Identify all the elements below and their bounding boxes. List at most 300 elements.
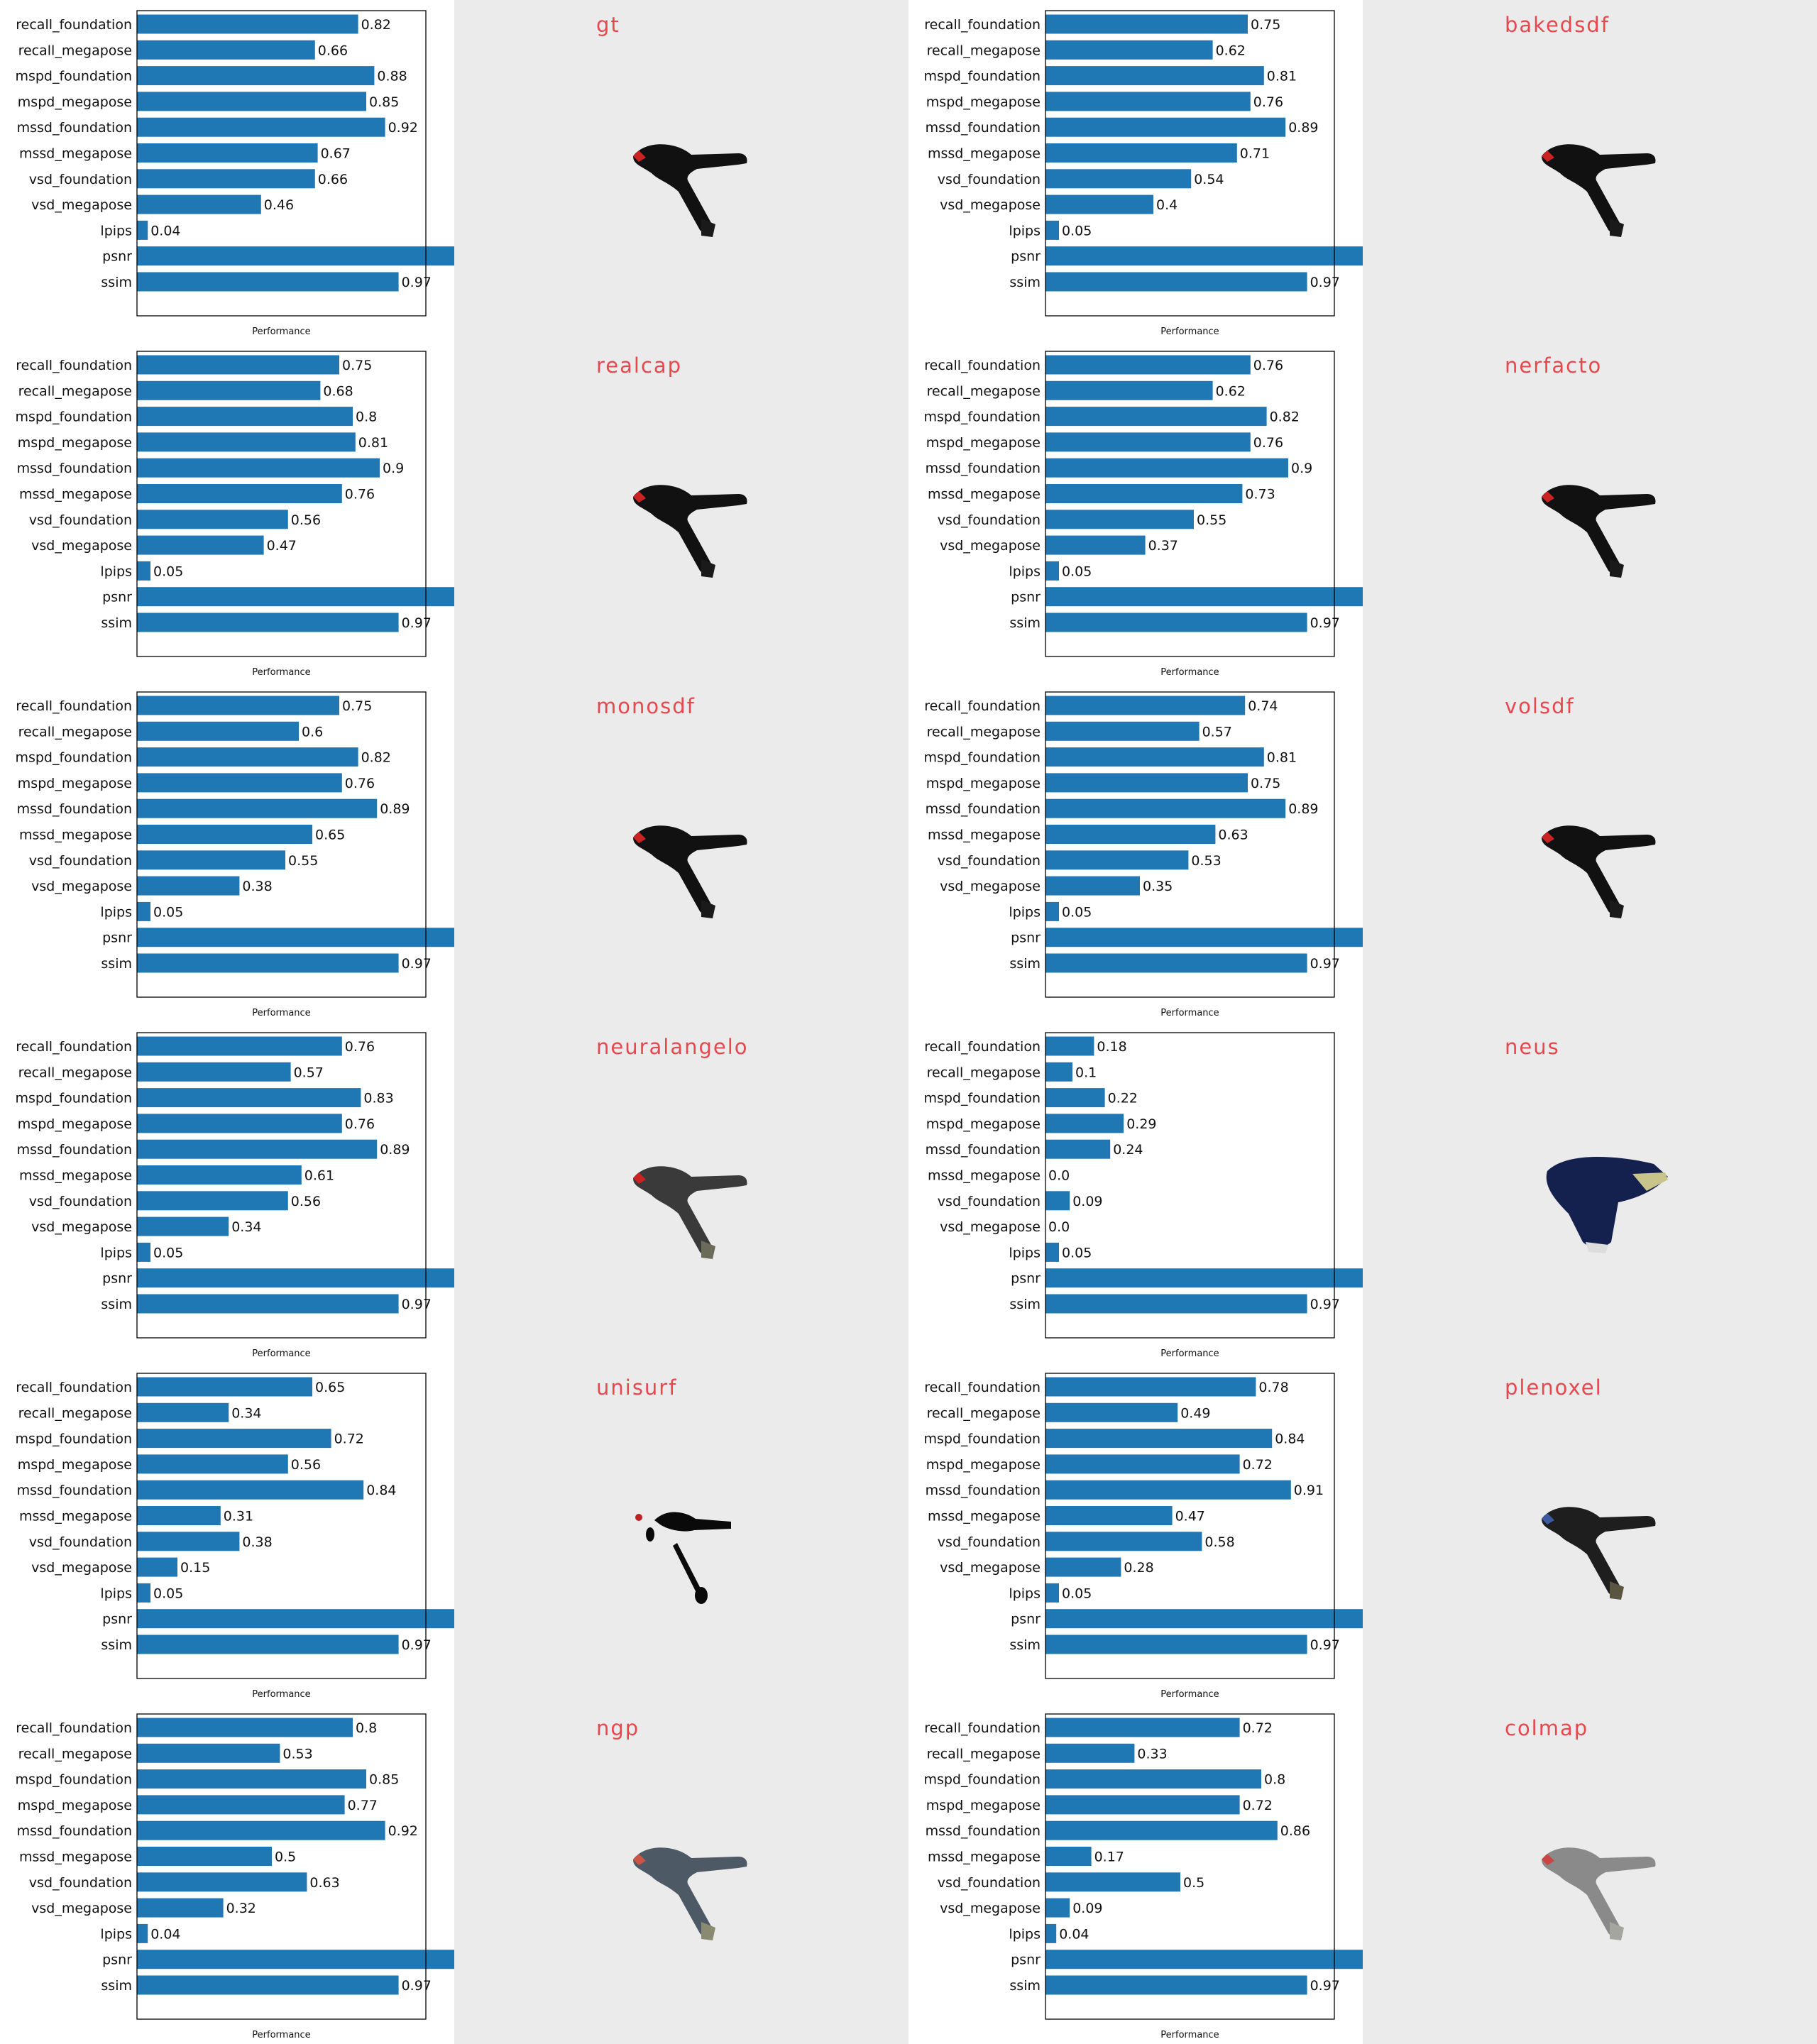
tick-label-mssd_foundation: mssd_foundation xyxy=(925,461,1041,477)
bar-mspd_megapose xyxy=(1045,92,1251,111)
value-label-lpips: 0.05 xyxy=(153,1586,184,1602)
bar-chart-colmap xyxy=(908,1703,1363,2044)
value-label-vsd_megapose: 0.32 xyxy=(226,1901,256,1917)
value-label-recall_megapose: 0.49 xyxy=(1180,1405,1211,1422)
bar-chart-volsdf xyxy=(908,681,1363,1022)
value-label-lpips: 0.04 xyxy=(1059,1926,1089,1943)
bar-vsd_megapose xyxy=(1045,1558,1121,1577)
bar-mspd_megapose xyxy=(1045,1795,1240,1814)
bar-mssd_foundation xyxy=(137,1140,377,1159)
bar-mssd_megapose xyxy=(137,1165,302,1185)
tick-label-mspd_megapose: mspd_megapose xyxy=(926,94,1041,110)
bar-ssim xyxy=(1045,1295,1307,1314)
tick-label-lpips: lpips xyxy=(100,1245,132,1261)
value-label-vsd_megapose: 0.0 xyxy=(1048,1219,1070,1236)
tick-label-mspd_megapose: mspd_megapose xyxy=(17,1116,132,1132)
value-label-lpips: 0.05 xyxy=(1062,1586,1092,1602)
value-label-ssim: 0.97 xyxy=(1310,1978,1340,1994)
bar-psnr xyxy=(1045,928,1363,947)
tick-label-psnr: psnr xyxy=(102,1611,132,1627)
method-title: colmap xyxy=(1505,1716,1589,1740)
value-label-vsd_foundation: 0.56 xyxy=(290,1193,322,1209)
tick-label-vsd_foundation: vsd_foundation xyxy=(28,852,132,869)
x-axis-label: Performance xyxy=(1160,1689,1219,1700)
value-label-mssd_foundation: 0.89 xyxy=(380,801,410,818)
tick-label-vsd_megapose: vsd_megapose xyxy=(31,879,132,895)
value-label-lpips: 0.05 xyxy=(1062,223,1092,239)
bar-vsd_foundation xyxy=(137,850,285,869)
value-label-mspd_megapose: 0.76 xyxy=(1253,434,1284,451)
value-label-mssd_megapose: 0.47 xyxy=(1175,1508,1205,1524)
value-label-mssd_megapose: 0.63 xyxy=(1218,827,1248,843)
bar-recall_foundation xyxy=(1045,15,1248,34)
object-render xyxy=(617,802,802,944)
bar-ssim xyxy=(1045,273,1307,292)
value-label-mspd_foundation: 0.82 xyxy=(1269,409,1300,425)
tick-label-vsd_foundation: vsd_foundation xyxy=(28,512,132,528)
bar-mssd_megapose xyxy=(1045,1847,1092,1866)
bar-mspd_megapose xyxy=(137,1454,288,1473)
value-label-ssim: 0.97 xyxy=(401,1297,432,1312)
tick-label-psnr: psnr xyxy=(102,248,132,265)
value-label-vsd_megapose: 0.38 xyxy=(242,879,273,895)
bar-mssd_megapose xyxy=(1045,825,1215,844)
tick-label-mssd_foundation: mssd_foundation xyxy=(16,1483,132,1499)
bar-recall_megapose xyxy=(137,1062,291,1082)
bar-mspd_foundation xyxy=(137,1769,366,1788)
value-label-ssim: 0.97 xyxy=(401,956,432,972)
value-label-mssd_megapose: 0.65 xyxy=(315,827,346,843)
bar-chart-realcap xyxy=(0,341,454,681)
tick-label-lpips: lpips xyxy=(1009,904,1041,921)
render-panel-neus xyxy=(1363,1022,1817,1363)
value-label-recall_foundation: 0.75 xyxy=(1251,17,1281,33)
bar-ssim xyxy=(1045,613,1307,632)
x-axis-label: Performance xyxy=(1160,667,1219,678)
bar-mspd_foundation xyxy=(1045,1088,1105,1107)
value-label-vsd_megapose: 0.4 xyxy=(1156,197,1178,214)
tick-label-mspd_megapose: mspd_megapose xyxy=(926,1797,1041,1813)
bar-psnr xyxy=(137,246,454,265)
tick-label-psnr: psnr xyxy=(102,1270,132,1287)
value-label-mspd_megapose: 0.56 xyxy=(290,1456,322,1473)
bar-lpips xyxy=(1045,1583,1059,1603)
object-render xyxy=(1526,121,1711,263)
value-label-mspd_foundation: 0.81 xyxy=(1266,68,1297,84)
bar-recall_foundation xyxy=(1045,1378,1256,1397)
tick-label-vsd_foundation: vsd_foundation xyxy=(937,512,1041,528)
value-label-mspd_megapose: 0.75 xyxy=(1251,775,1281,791)
tick-label-recall_foundation: recall_foundation xyxy=(924,698,1041,714)
tick-label-recall_megapose: recall_megapose xyxy=(18,43,132,59)
bar-mspd_megapose xyxy=(137,773,342,792)
tick-label-mssd_foundation: mssd_foundation xyxy=(16,461,132,477)
value-label-recall_megapose: 0.57 xyxy=(293,1065,324,1081)
chart-panel-bakedsdf xyxy=(908,0,1363,341)
bar-mssd_foundation xyxy=(137,458,380,478)
tick-label-mssd_foundation: mssd_foundation xyxy=(925,1142,1041,1158)
bar-psnr xyxy=(137,1268,454,1287)
method-title: neus xyxy=(1505,1035,1560,1059)
tick-label-recall_megapose: recall_megapose xyxy=(926,724,1041,740)
bar-mspd_megapose xyxy=(137,92,366,111)
bar-mspd_foundation xyxy=(1045,407,1267,426)
x-axis-label: Performance xyxy=(252,1689,311,1700)
tick-label-vsd_megapose: vsd_megapose xyxy=(31,1901,132,1917)
chart-panel-volsdf xyxy=(908,681,1363,1022)
bar-mspd_foundation xyxy=(1045,1429,1272,1448)
tick-label-vsd_foundation: vsd_foundation xyxy=(937,852,1041,869)
x-axis-label: Performance xyxy=(252,326,311,337)
method-title: ngp xyxy=(596,1716,640,1740)
tick-label-vsd_megapose: vsd_megapose xyxy=(31,538,132,554)
bar-recall_foundation xyxy=(137,1378,312,1397)
value-label-recall_foundation: 0.76 xyxy=(344,1039,375,1055)
bar-vsd_foundation xyxy=(1045,850,1188,869)
value-label-vsd_megapose: 0.47 xyxy=(266,538,297,554)
bar-lpips xyxy=(137,221,148,240)
tick-label-recall_megapose: recall_megapose xyxy=(926,1746,1041,1762)
tick-label-ssim: ssim xyxy=(1009,1297,1041,1312)
x-axis-label: Performance xyxy=(252,1008,311,1018)
x-axis-label: Performance xyxy=(252,1348,311,1359)
value-label-mssd_foundation: 0.92 xyxy=(388,1823,418,1840)
tick-label-ssim: ssim xyxy=(101,275,132,290)
tick-label-psnr: psnr xyxy=(1011,589,1041,605)
tick-label-mspd_foundation: mspd_foundation xyxy=(923,1431,1041,1447)
tick-label-psnr: psnr xyxy=(1011,1270,1041,1287)
bar-recall_megapose xyxy=(137,40,315,60)
bar-mssd_megapose xyxy=(137,1847,272,1866)
tick-label-recall_megapose: recall_megapose xyxy=(18,383,132,400)
tick-label-vsd_megapose: vsd_megapose xyxy=(940,197,1041,214)
value-label-recall_foundation: 0.74 xyxy=(1248,698,1278,714)
value-label-recall_foundation: 0.75 xyxy=(342,358,373,373)
tick-label-vsd_foundation: vsd_foundation xyxy=(937,1534,1041,1550)
tick-label-lpips: lpips xyxy=(1009,1245,1041,1261)
chart-panel-neuralangelo xyxy=(0,1022,454,1363)
bar-recall_megapose xyxy=(1045,1744,1134,1763)
value-label-mssd_foundation: 0.9 xyxy=(1291,461,1313,477)
value-label-recall_megapose: 0.62 xyxy=(1215,43,1246,59)
value-label-vsd_megapose: 0.09 xyxy=(1072,1901,1103,1917)
value-label-mssd_megapose: 0.17 xyxy=(1094,1849,1124,1865)
bar-recall_foundation xyxy=(137,696,339,715)
value-label-recall_foundation: 0.82 xyxy=(361,17,391,33)
bar-recall_foundation xyxy=(1045,1037,1094,1056)
bar-recall_megapose xyxy=(1045,1403,1178,1422)
value-label-vsd_foundation: 0.56 xyxy=(290,512,322,528)
bar-recall_megapose xyxy=(1045,722,1200,741)
bar-recall_megapose xyxy=(1045,1062,1072,1082)
value-label-mspd_megapose: 0.85 xyxy=(369,94,400,110)
tick-label-vsd_megapose: vsd_megapose xyxy=(31,1219,132,1236)
chart-panel-plenoxel xyxy=(908,1363,1363,1703)
value-label-recall_foundation: 0.75 xyxy=(342,698,373,714)
value-label-recall_foundation: 0.8 xyxy=(356,1720,378,1736)
x-axis-label: Performance xyxy=(1160,1348,1219,1359)
chart-panel-monosdf xyxy=(0,681,454,1022)
bar-recall_foundation xyxy=(137,15,358,34)
bar-vsd_foundation xyxy=(137,1872,307,1891)
value-label-vsd_foundation: 0.55 xyxy=(1197,512,1227,528)
bar-psnr xyxy=(137,1950,454,1969)
value-label-mspd_foundation: 0.84 xyxy=(1275,1431,1305,1447)
value-label-mssd_foundation: 0.9 xyxy=(383,461,405,477)
tick-label-recall_foundation: recall_foundation xyxy=(924,1380,1041,1395)
tick-label-mspd_megapose: mspd_megapose xyxy=(926,434,1041,451)
value-label-mssd_foundation: 0.24 xyxy=(1113,1142,1143,1158)
render-panel-nerfacto xyxy=(1363,341,1817,681)
tick-label-recall_megapose: recall_megapose xyxy=(926,1065,1041,1081)
object-render xyxy=(1526,461,1711,603)
value-label-mspd_megapose: 0.72 xyxy=(1242,1797,1273,1813)
tick-label-mspd_foundation: mspd_foundation xyxy=(923,749,1041,766)
tick-label-psnr: psnr xyxy=(102,930,132,946)
tick-label-lpips: lpips xyxy=(1009,564,1041,580)
tick-label-vsd_megapose: vsd_megapose xyxy=(940,1219,1041,1236)
bar-mssd_megapose xyxy=(137,484,342,503)
bar-mspd_foundation xyxy=(137,66,374,85)
object-render xyxy=(1526,1824,1711,1966)
value-label-vsd_megapose: 0.15 xyxy=(180,1560,211,1576)
value-label-vsd_megapose: 0.46 xyxy=(263,197,295,214)
tick-label-lpips: lpips xyxy=(100,1586,132,1602)
value-label-recall_foundation: 0.78 xyxy=(1258,1380,1289,1395)
tick-label-vsd_foundation: vsd_foundation xyxy=(28,1534,132,1550)
tick-label-mssd_megapose: mssd_megapose xyxy=(18,1849,132,1865)
value-label-ssim: 0.97 xyxy=(401,1637,432,1653)
value-label-lpips: 0.05 xyxy=(153,1245,184,1261)
tick-label-lpips: lpips xyxy=(1009,1586,1041,1602)
bar-mspd_megapose xyxy=(1045,1454,1240,1473)
value-label-mssd_megapose: 0.61 xyxy=(304,1167,335,1184)
method-title: neuralangelo xyxy=(596,1035,749,1059)
tick-label-mssd_foundation: mssd_foundation xyxy=(16,120,132,136)
method-title: bakedsdf xyxy=(1505,13,1610,37)
value-label-recall_foundation: 0.18 xyxy=(1097,1039,1127,1055)
bar-vsd_megapose xyxy=(137,195,261,214)
bar-vsd_megapose xyxy=(137,1558,177,1577)
tick-label-vsd_megapose: vsd_megapose xyxy=(940,538,1041,554)
value-label-ssim: 0.97 xyxy=(401,275,432,290)
bar-mssd_foundation xyxy=(1045,458,1288,478)
value-label-recall_megapose: 0.33 xyxy=(1137,1746,1168,1762)
method-title: realcap xyxy=(596,353,683,378)
value-label-recall_foundation: 0.72 xyxy=(1242,1720,1273,1736)
bar-vsd_megapose xyxy=(137,1217,229,1236)
value-label-mspd_foundation: 0.22 xyxy=(1107,1090,1138,1106)
tick-label-mspd_megapose: mspd_megapose xyxy=(926,775,1041,791)
tick-label-mssd_megapose: mssd_megapose xyxy=(18,486,132,502)
bar-mspd_foundation xyxy=(1045,747,1264,766)
bar-recall_megapose xyxy=(1045,40,1213,60)
bar-mspd_foundation xyxy=(137,1429,331,1448)
bar-mssd_foundation xyxy=(137,799,377,818)
tick-label-recall_foundation: recall_foundation xyxy=(924,1039,1041,1055)
tick-label-lpips: lpips xyxy=(100,1926,132,1943)
value-label-vsd_foundation: 0.54 xyxy=(1194,171,1224,187)
tick-label-recall_foundation: recall_foundation xyxy=(924,358,1041,373)
tick-label-mssd_foundation: mssd_foundation xyxy=(925,1823,1041,1840)
value-label-mspd_megapose: 0.29 xyxy=(1126,1116,1157,1132)
bar-ssim xyxy=(1045,1635,1307,1654)
chart-panel-realcap xyxy=(0,341,454,681)
value-label-recall_megapose: 0.68 xyxy=(323,383,353,400)
value-label-mssd_megapose: 0.76 xyxy=(344,486,375,502)
tick-label-recall_foundation: recall_foundation xyxy=(924,17,1041,33)
tick-label-mspd_foundation: mspd_foundation xyxy=(923,68,1041,84)
bar-mssd_foundation xyxy=(1045,1480,1291,1500)
value-label-mssd_megapose: 0.71 xyxy=(1239,145,1270,162)
method-title: nerfacto xyxy=(1505,353,1603,378)
bar-vsd_foundation xyxy=(137,510,288,529)
tick-label-ssim: ssim xyxy=(1009,615,1041,631)
tick-label-lpips: lpips xyxy=(1009,223,1041,239)
tick-label-recall_megapose: recall_megapose xyxy=(18,1065,132,1081)
value-label-vsd_foundation: 0.09 xyxy=(1072,1193,1103,1209)
tick-label-mspd_foundation: mspd_foundation xyxy=(15,68,132,84)
render-panel-volsdf xyxy=(1363,681,1817,1022)
object-render xyxy=(1526,802,1711,944)
x-axis-label: Performance xyxy=(1160,1008,1219,1018)
bar-chart-unisurf xyxy=(0,1363,454,1703)
render-panel-ngp xyxy=(454,1703,908,2044)
bar-mspd_megapose xyxy=(1045,432,1251,451)
bar-mssd_megapose xyxy=(137,825,312,844)
tick-label-recall_foundation: recall_foundation xyxy=(16,698,132,714)
x-axis-label: Performance xyxy=(252,2030,311,2040)
tick-label-mspd_megapose: mspd_megapose xyxy=(17,775,132,791)
render-panel-neuralangelo xyxy=(454,1022,908,1363)
value-label-mspd_megapose: 0.76 xyxy=(1253,94,1284,110)
value-label-mspd_foundation: 0.81 xyxy=(1266,749,1297,766)
bar-vsd_megapose xyxy=(1045,536,1146,555)
value-label-mssd_megapose: 0.0 xyxy=(1048,1167,1070,1184)
bar-recall_foundation xyxy=(137,356,339,375)
tick-label-recall_foundation: recall_foundation xyxy=(16,1039,132,1055)
tick-label-mspd_foundation: mspd_foundation xyxy=(15,409,132,425)
object-render xyxy=(1526,1483,1711,1625)
tick-label-ssim: ssim xyxy=(1009,1978,1041,1994)
bar-mspd_megapose xyxy=(137,432,356,451)
bar-ssim xyxy=(137,1976,399,1995)
bar-psnr xyxy=(137,928,454,947)
tick-label-lpips: lpips xyxy=(100,223,132,239)
bar-mssd_megapose xyxy=(1045,143,1237,163)
tick-label-recall_foundation: recall_foundation xyxy=(16,17,132,33)
bar-ssim xyxy=(137,954,399,973)
bar-vsd_foundation xyxy=(1045,1191,1070,1210)
tick-label-mssd_foundation: mssd_foundation xyxy=(16,801,132,818)
method-title: plenoxel xyxy=(1505,1375,1603,1400)
bar-mssd_foundation xyxy=(1045,799,1285,818)
bar-recall_megapose xyxy=(137,381,320,400)
value-label-mspd_foundation: 0.88 xyxy=(377,68,407,84)
value-label-vsd_foundation: 0.38 xyxy=(242,1534,273,1550)
tick-label-psnr: psnr xyxy=(1011,1952,1041,1968)
method-title: monosdf xyxy=(596,694,696,718)
render-panel-bakedsdf xyxy=(1363,0,1817,341)
value-label-mspd_megapose: 0.81 xyxy=(358,434,389,451)
bar-recall_megapose xyxy=(1045,381,1213,400)
tick-label-mspd_foundation: mspd_foundation xyxy=(923,409,1041,425)
value-label-mspd_megapose: 0.77 xyxy=(347,1797,378,1813)
tick-label-mssd_foundation: mssd_foundation xyxy=(16,1142,132,1158)
value-label-mssd_foundation: 0.86 xyxy=(1280,1823,1311,1840)
bar-lpips xyxy=(1045,221,1059,240)
value-label-mspd_foundation: 0.82 xyxy=(361,749,391,766)
value-label-mssd_megapose: 0.73 xyxy=(1245,486,1275,502)
bar-mspd_megapose xyxy=(1045,773,1248,792)
tick-label-lpips: lpips xyxy=(1009,1926,1041,1943)
bar-mspd_megapose xyxy=(1045,1114,1124,1133)
tick-label-vsd_megapose: vsd_megapose xyxy=(31,197,132,214)
bar-psnr xyxy=(1045,1950,1363,1969)
tick-label-mssd_megapose: mssd_megapose xyxy=(927,827,1041,843)
bar-recall_megapose xyxy=(137,1744,280,1763)
tick-label-vsd_megapose: vsd_megapose xyxy=(940,1901,1041,1917)
value-label-vsd_foundation: 0.63 xyxy=(309,1874,340,1891)
bar-ssim xyxy=(1045,954,1307,973)
tick-label-vsd_megapose: vsd_megapose xyxy=(940,1560,1041,1576)
bar-vsd_megapose xyxy=(1045,195,1153,214)
value-label-vsd_megapose: 0.37 xyxy=(1148,538,1178,554)
value-label-vsd_megapose: 0.35 xyxy=(1143,879,1173,895)
bar-ssim xyxy=(137,1295,399,1314)
bar-vsd_megapose xyxy=(137,1899,224,1918)
value-label-ssim: 0.97 xyxy=(1310,1297,1340,1312)
method-title: volsdf xyxy=(1505,694,1575,718)
bar-vsd_foundation xyxy=(1045,169,1191,188)
tick-label-recall_megapose: recall_megapose xyxy=(926,1405,1041,1422)
tick-label-mssd_megapose: mssd_megapose xyxy=(18,145,132,162)
bar-lpips xyxy=(137,1924,148,1943)
bar-mssd_foundation xyxy=(137,118,385,137)
tick-label-vsd_megapose: vsd_megapose xyxy=(31,1560,132,1576)
bar-vsd_foundation xyxy=(137,1191,288,1210)
value-label-lpips: 0.04 xyxy=(150,1926,181,1943)
tick-label-psnr: psnr xyxy=(1011,248,1041,265)
tick-label-mspd_megapose: mspd_megapose xyxy=(926,1116,1041,1132)
bar-mssd_megapose xyxy=(137,143,318,163)
value-label-vsd_foundation: 0.53 xyxy=(1191,852,1222,869)
object-render xyxy=(617,121,802,263)
tick-label-recall_megapose: recall_megapose xyxy=(18,724,132,740)
x-axis-label: Performance xyxy=(1160,2030,1219,2040)
tick-label-mspd_foundation: mspd_foundation xyxy=(15,1771,132,1788)
bar-lpips xyxy=(1045,1243,1059,1262)
object-render xyxy=(617,1824,802,1966)
x-axis-label: Performance xyxy=(1160,326,1219,337)
tick-label-mspd_megapose: mspd_megapose xyxy=(17,434,132,451)
tick-label-ssim: ssim xyxy=(101,1978,132,1994)
tick-label-recall_megapose: recall_megapose xyxy=(926,43,1041,59)
tick-label-mspd_megapose: mspd_megapose xyxy=(17,94,132,110)
bar-ssim xyxy=(1045,1976,1307,1995)
bar-mssd_megapose xyxy=(1045,484,1242,503)
value-label-vsd_foundation: 0.58 xyxy=(1204,1534,1235,1550)
value-label-mssd_foundation: 0.89 xyxy=(1288,801,1319,818)
value-label-mssd_megapose: 0.67 xyxy=(320,145,351,162)
bar-mspd_foundation xyxy=(137,747,358,766)
value-label-mspd_megapose: 0.76 xyxy=(344,775,375,791)
value-label-mspd_foundation: 0.8 xyxy=(1264,1771,1286,1788)
tick-label-ssim: ssim xyxy=(101,1637,132,1653)
object-render xyxy=(617,1143,802,1285)
tick-label-mssd_foundation: mssd_foundation xyxy=(16,1823,132,1840)
bar-chart-gt xyxy=(0,0,454,341)
